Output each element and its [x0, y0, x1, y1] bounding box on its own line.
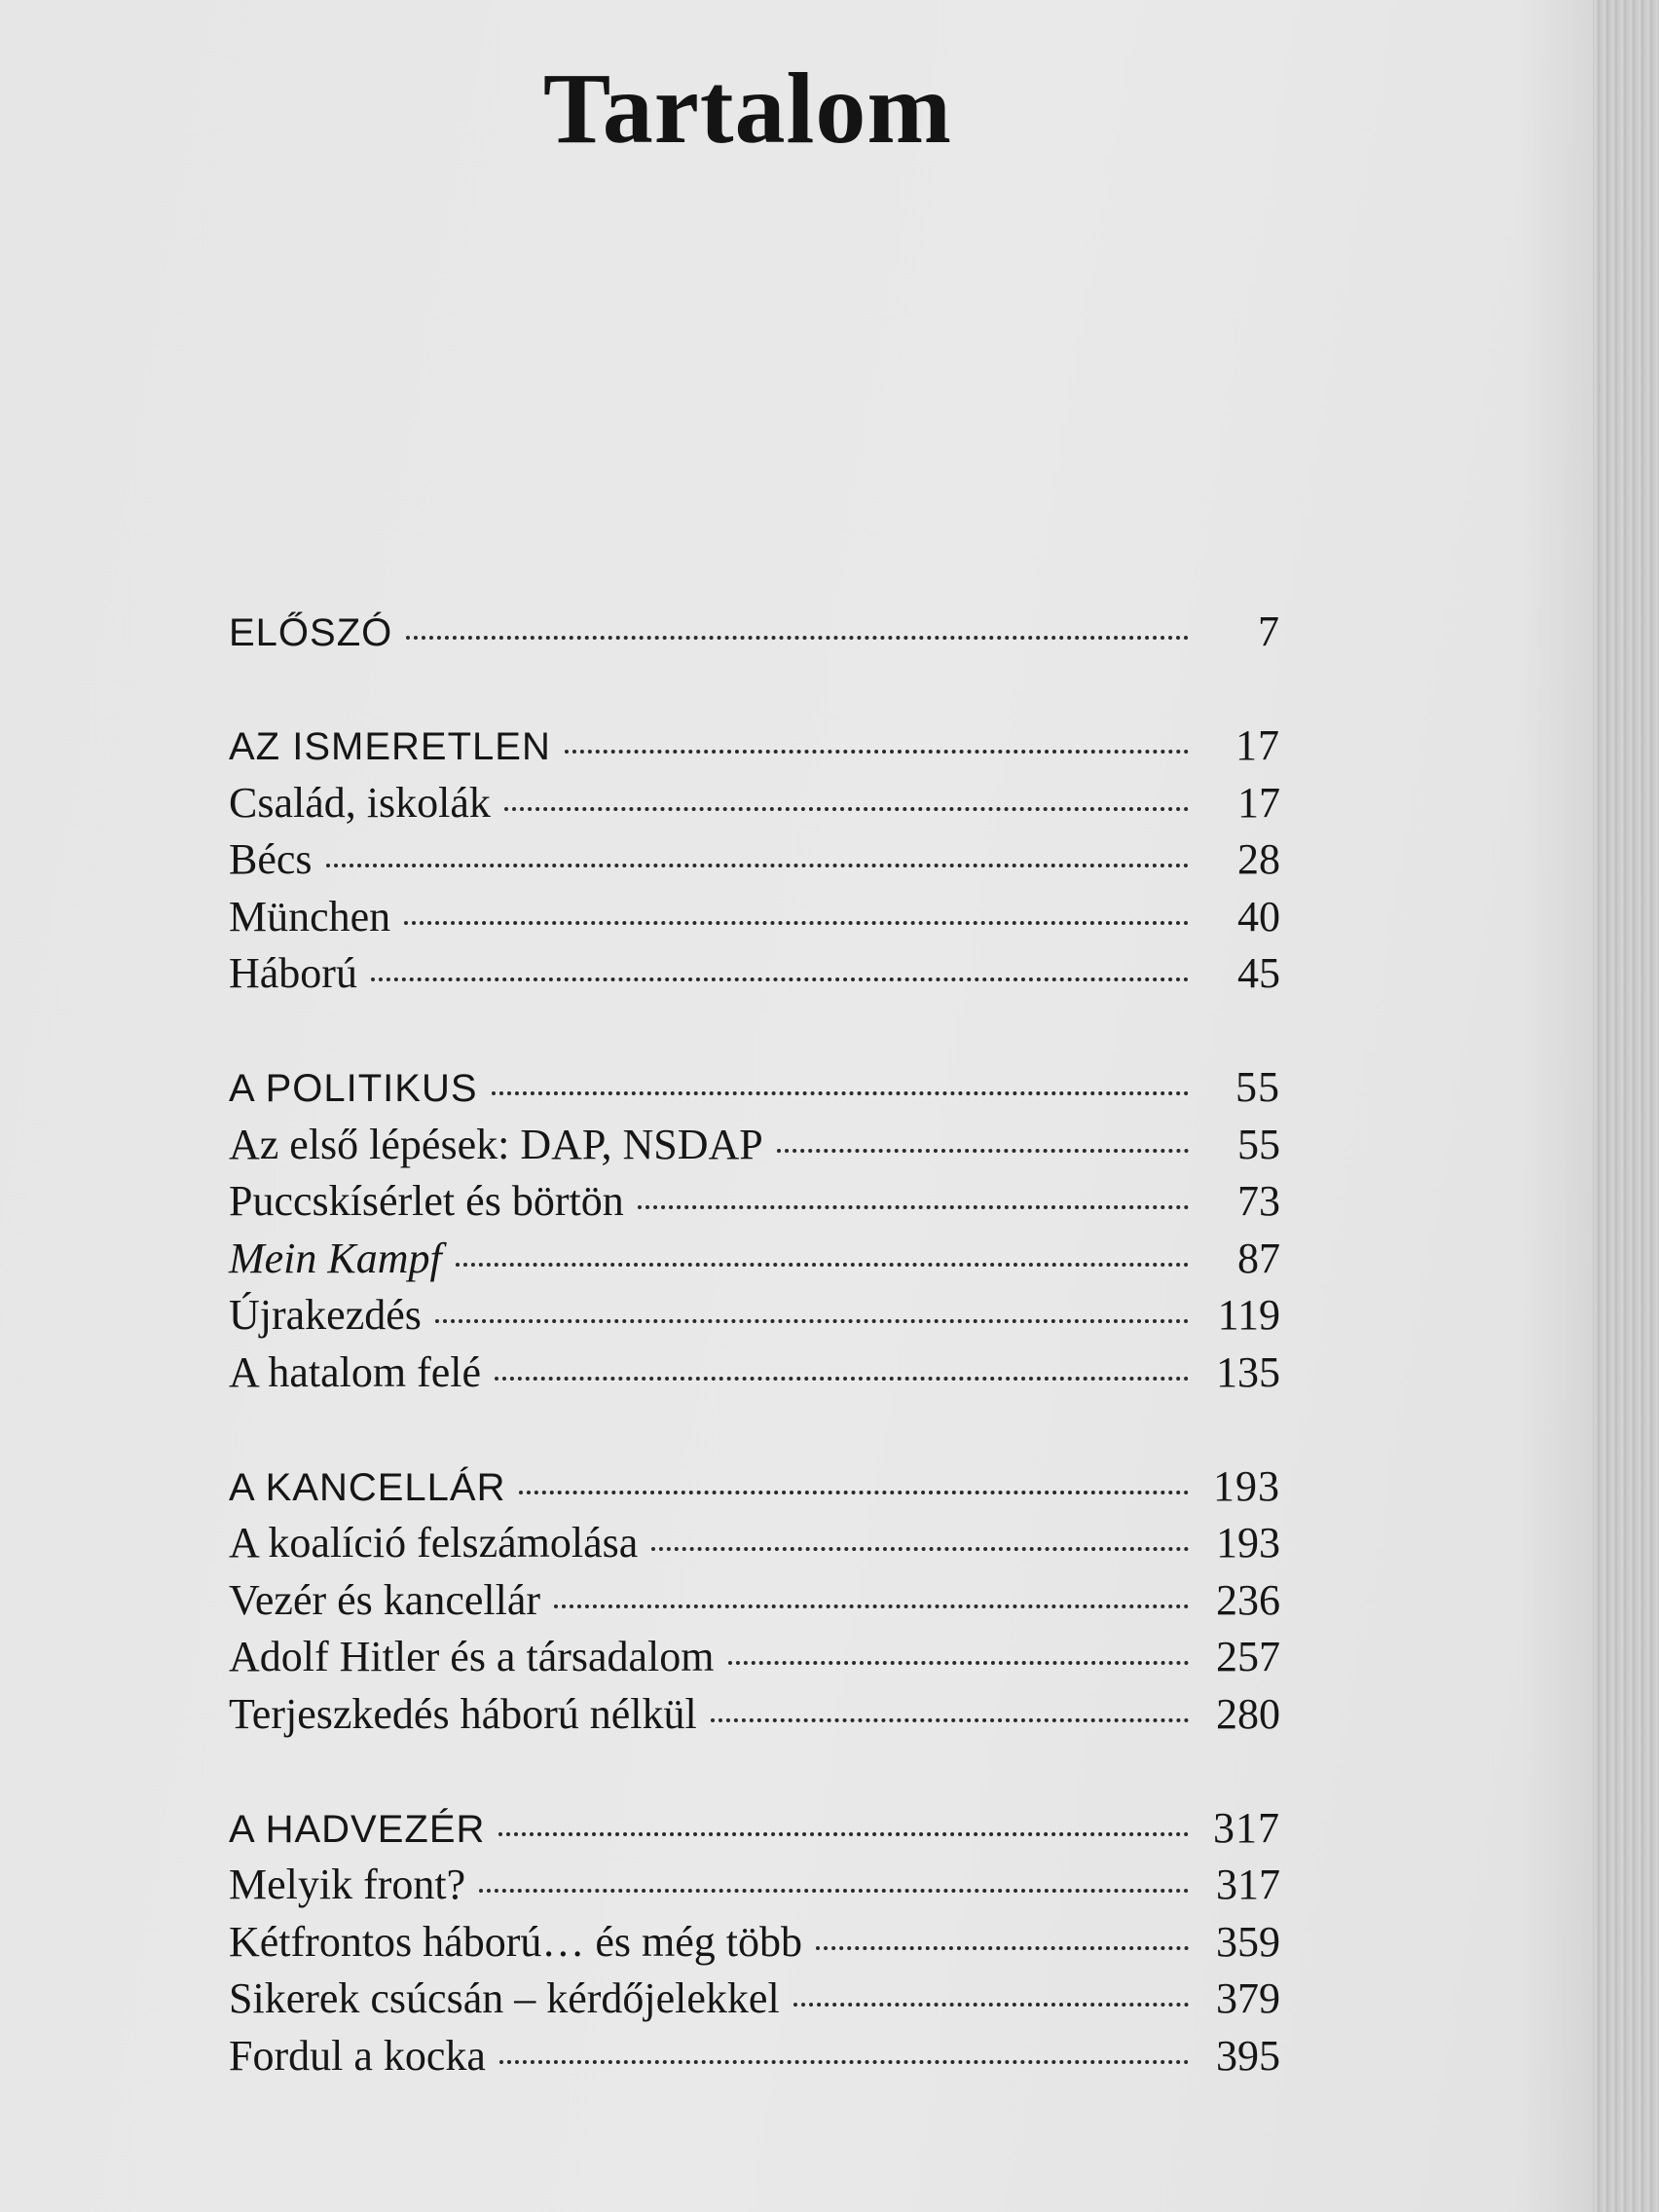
toc-page-number: 280: [1216, 1689, 1280, 1738]
toc-page-number: 45: [1237, 949, 1280, 997]
toc-page-number: 193: [1216, 1519, 1280, 1567]
toc-page-number: 317: [1216, 1861, 1280, 1908]
dot-leader: [479, 1889, 1189, 1893]
toc-section-az-ismeretlen: [229, 718, 1280, 775]
page-shadow: [1519, 0, 1593, 2212]
toc-entry-label: A hatalom felé: [229, 1347, 482, 1396]
dot-leader: [519, 1491, 1189, 1494]
toc-entry: [229, 2028, 1280, 2085]
toc-section-label: A POLITIKUS: [229, 1067, 478, 1110]
dot-leader: [406, 636, 1189, 640]
page-edge-stack: [1593, 0, 1659, 2212]
toc-section-a-hadvezer: [229, 1800, 1280, 1858]
toc-page-number: 7: [1258, 608, 1280, 655]
toc-entry: [229, 1117, 1280, 1174]
toc-entry-label: Mein Kampf: [229, 1234, 442, 1282]
toc-page-number: 359: [1216, 1917, 1280, 1966]
toc-page-number: 317: [1213, 1803, 1280, 1852]
toc-page-number: 379: [1216, 1974, 1280, 2022]
table-of-contents: [229, 604, 1280, 2084]
toc-page-number: 28: [1237, 835, 1280, 883]
toc-entry: [229, 1231, 1280, 1288]
toc-page-number: 55: [1235, 1063, 1280, 1111]
toc-page-number: 73: [1237, 1177, 1280, 1225]
dot-leader: [495, 1377, 1189, 1381]
toc-entry: [229, 775, 1280, 832]
dot-leader: [711, 1718, 1189, 1722]
toc-section-a-kancellar: [229, 1458, 1280, 1516]
dot-leader: [728, 1661, 1189, 1665]
toc-entry-label: Kétfrontos háború… és még több: [229, 1917, 802, 1966]
dot-leader: [435, 1319, 1189, 1323]
toc-entry: [229, 1345, 1280, 1402]
toc-entry-label: Fordul a kocka: [229, 2031, 486, 2080]
dot-leader: [326, 864, 1189, 867]
toc-section-label: A HADVEZÉR: [229, 1807, 486, 1851]
toc-entry: [229, 889, 1280, 946]
toc-page-number: 40: [1237, 892, 1280, 940]
dot-leader: [498, 1832, 1189, 1836]
toc-page-number: 55: [1237, 1120, 1280, 1168]
dot-leader: [651, 1547, 1189, 1551]
toc-entry: [229, 1629, 1280, 1686]
toc-entry-label: Család, iskolák: [229, 778, 491, 827]
toc-entry: [229, 831, 1280, 889]
toc-entry-label: Bécs: [229, 835, 313, 883]
toc-page-number: 395: [1216, 2031, 1280, 2080]
dot-leader: [565, 750, 1189, 754]
toc-entry-label: A koalíció felszámolása: [229, 1519, 639, 1567]
page-title: Tartalom: [542, 53, 953, 165]
dot-leader: [504, 807, 1189, 811]
dot-leader: [499, 2060, 1189, 2064]
toc-section-eloszo: [229, 604, 1280, 661]
toc-entry-label: Háború: [229, 949, 357, 997]
toc-page-number: 135: [1216, 1347, 1280, 1396]
toc-entry-label: Adolf Hitler és a társadalom: [229, 1633, 715, 1680]
toc-entry-label: Újrakezdés: [229, 1291, 422, 1339]
toc-entry: [229, 1287, 1280, 1345]
dot-leader: [638, 1205, 1189, 1209]
dot-leader: [456, 1263, 1189, 1267]
dot-leader: [554, 1604, 1189, 1608]
toc-entry-label: Puccskísérlet és börtön: [229, 1177, 624, 1225]
toc-page-number: 119: [1217, 1291, 1280, 1339]
toc-entry: [229, 1857, 1280, 1914]
toc-entry-label: Az első lépések: DAP, NSDAP: [229, 1120, 763, 1168]
toc-entry-label: Vezér és kancellár: [229, 1575, 541, 1624]
toc-page-number: 17: [1237, 778, 1280, 827]
dot-leader: [777, 1149, 1189, 1153]
toc-entry-label: München: [229, 892, 391, 940]
dot-leader: [404, 921, 1189, 925]
toc-page-number: 193: [1213, 1461, 1280, 1510]
toc-entry-label: Sikerek csúcsán – kérdőjelekkel: [229, 1974, 780, 2022]
toc-page-number: 257: [1216, 1633, 1280, 1680]
toc-entry-label: Terjeszkedés háború nélkül: [229, 1689, 697, 1738]
dot-leader: [793, 2003, 1189, 2007]
toc-entry: [229, 1572, 1280, 1630]
toc-entry: [229, 1686, 1280, 1744]
toc-page-number: 236: [1216, 1575, 1280, 1624]
toc-entry: [229, 945, 1280, 1003]
toc-entry: [229, 1914, 1280, 1972]
toc-section-label: A KANCELLÁR: [229, 1465, 506, 1509]
toc-section-a-politikus: [229, 1059, 1280, 1117]
toc-page-number: 87: [1237, 1234, 1280, 1282]
toc-entry: [229, 1971, 1280, 2028]
dot-leader: [492, 1091, 1189, 1095]
toc-page-number: 17: [1235, 721, 1280, 769]
toc-entry: [229, 1515, 1280, 1572]
toc-entry-label: Melyik front?: [229, 1861, 466, 1908]
toc-section-label: AZ ISMERETLEN: [229, 725, 551, 768]
toc-section-label: ELŐSZÓ: [229, 611, 393, 654]
toc-entry: [229, 1173, 1280, 1231]
dot-leader: [816, 1946, 1189, 1950]
dot-leader: [371, 977, 1189, 981]
